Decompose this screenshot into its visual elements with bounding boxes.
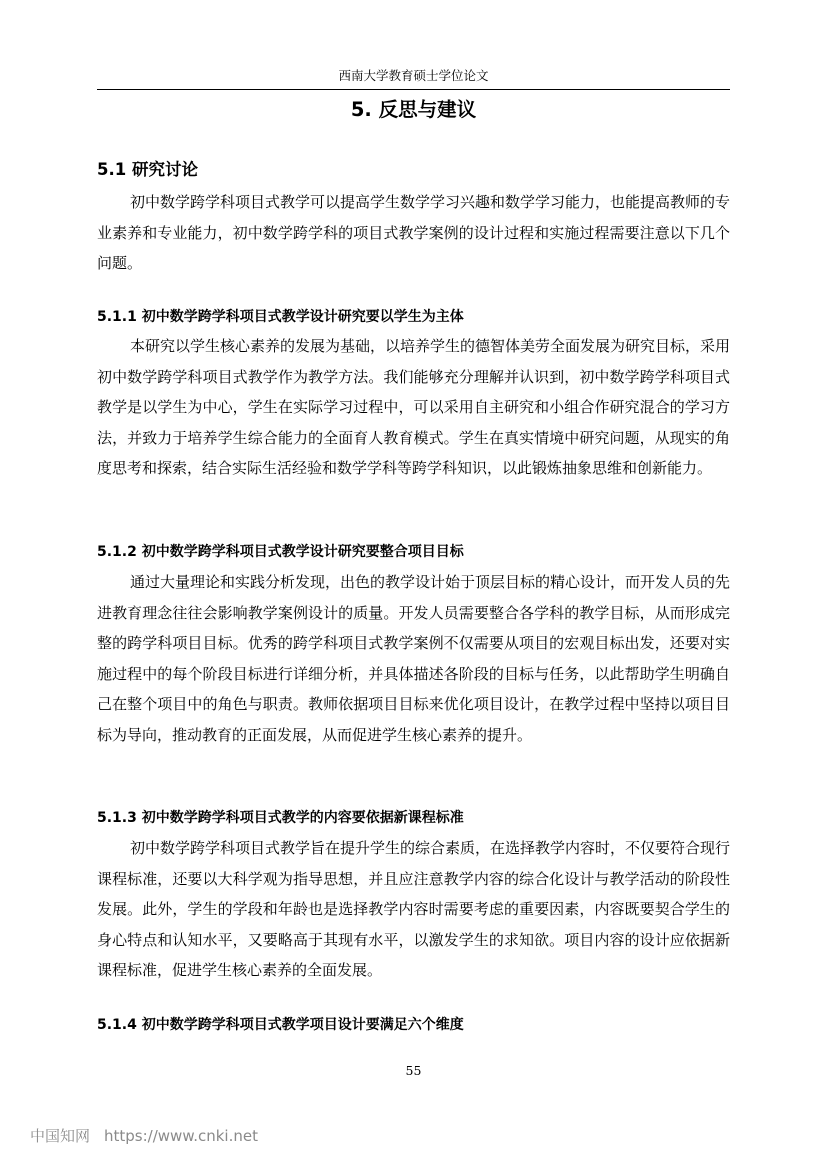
section-title: 5.1 研究讨论 (97, 160, 198, 179)
subsection-title-5-1-2: 5.1.2 初中数学跨学科项目式教学设计研究要整合项目目标 (97, 544, 464, 560)
watermark-brand: 中国知网 (30, 1127, 91, 1145)
subsection-title-5-1-1: 5.1.1 初中数学跨学科项目式教学设计研究要以学生为主体 (97, 309, 464, 325)
subsection-title-5-1-3: 5.1.3 初中数学跨学科项目式教学的内容要依据新课程标准 (97, 810, 464, 826)
watermark-url: https://www.cnki.net (104, 1127, 258, 1145)
running-header: 西南大学教育硕士学位论文 (338, 68, 489, 83)
subsection-paragraph-5-1-3: 初中数学跨学科项目式教学旨在提升学生的综合素质，在选择教学内容时，不仅要符合现行课程标准，还要以大科学观为指导思想，并且应注意教学内容的综合化设计与教学活动的阶段性发展。此外，学生的学段和年龄也是选择教学内容时需要考虑的重要因素，内容既要契合学生的身心特点和认知水平，又要略高于其现有水平，以激发学生的求知欲。项目内容的设计应依据新课程标准，促进学生核心素养的全面发展。 (97, 839, 731, 980)
section-intro-paragraph: 初中数学跨学科项目式教学可以提高学生数学学习兴趣和数学学习能力，也能提高教师的专业素养和专业能力，初中数学跨学科的项目式教学案例的设计过程和实施过程需要注意以下几个问题。 (97, 193, 731, 273)
cnki-watermark (30, 1126, 258, 1146)
subsection-paragraph-5-1-1: 本研究以学生核心素养的发展为基础，以培养学生的德智体美劳全面发展为研究目标，采用初中数学跨学科项目式教学作为教学方法。我们能够充分理解并认识到，初中数学跨学科项目式教学是以学生为中心，学生在实际学习过程中，可以采用自主研究和小组合作研究混合的学习方法，并致力于培养学生综合能力的全面育人教育模式。学生在真实情境中研究问题，从现实的角度思考和探索，结合实际生活经验和数学学科等跨学科知识，以此锻炼抽象思维和创新能力。 (97, 337, 731, 478)
header-divider (97, 89, 730, 90)
chapter-title: 5. 反思与建议 (350, 98, 477, 121)
page-number: 55 (405, 1063, 422, 1078)
subsection-paragraph-5-1-2: 通过大量理论和实践分析发现，出色的教学设计始于顶层目标的精心设计，而开发人员的先进教育理念往往会影响教学案例设计的质量。开发人员需要整合各学科的教学目标，从而形成完整的跨学科项目目标。优秀的跨学科项目式教学案例不仅需要从项目的宏观目标出发，还要对实施过程中的每个阶段目标进行详细分析，并具体描述各阶段的目标与任务，以此帮助学生明确自己在整个项目中的角色与职责。教师依据项目目标来优化项目设计，在教学过程中坚持以项目目标为导向，推动教育的正面发展，从而促进学生核心素养的提升。 (97, 573, 731, 744)
subsection-title-5-1-4: 5.1.4 初中数学跨学科项目式教学项目设计要满足六个维度 (97, 1017, 464, 1033)
